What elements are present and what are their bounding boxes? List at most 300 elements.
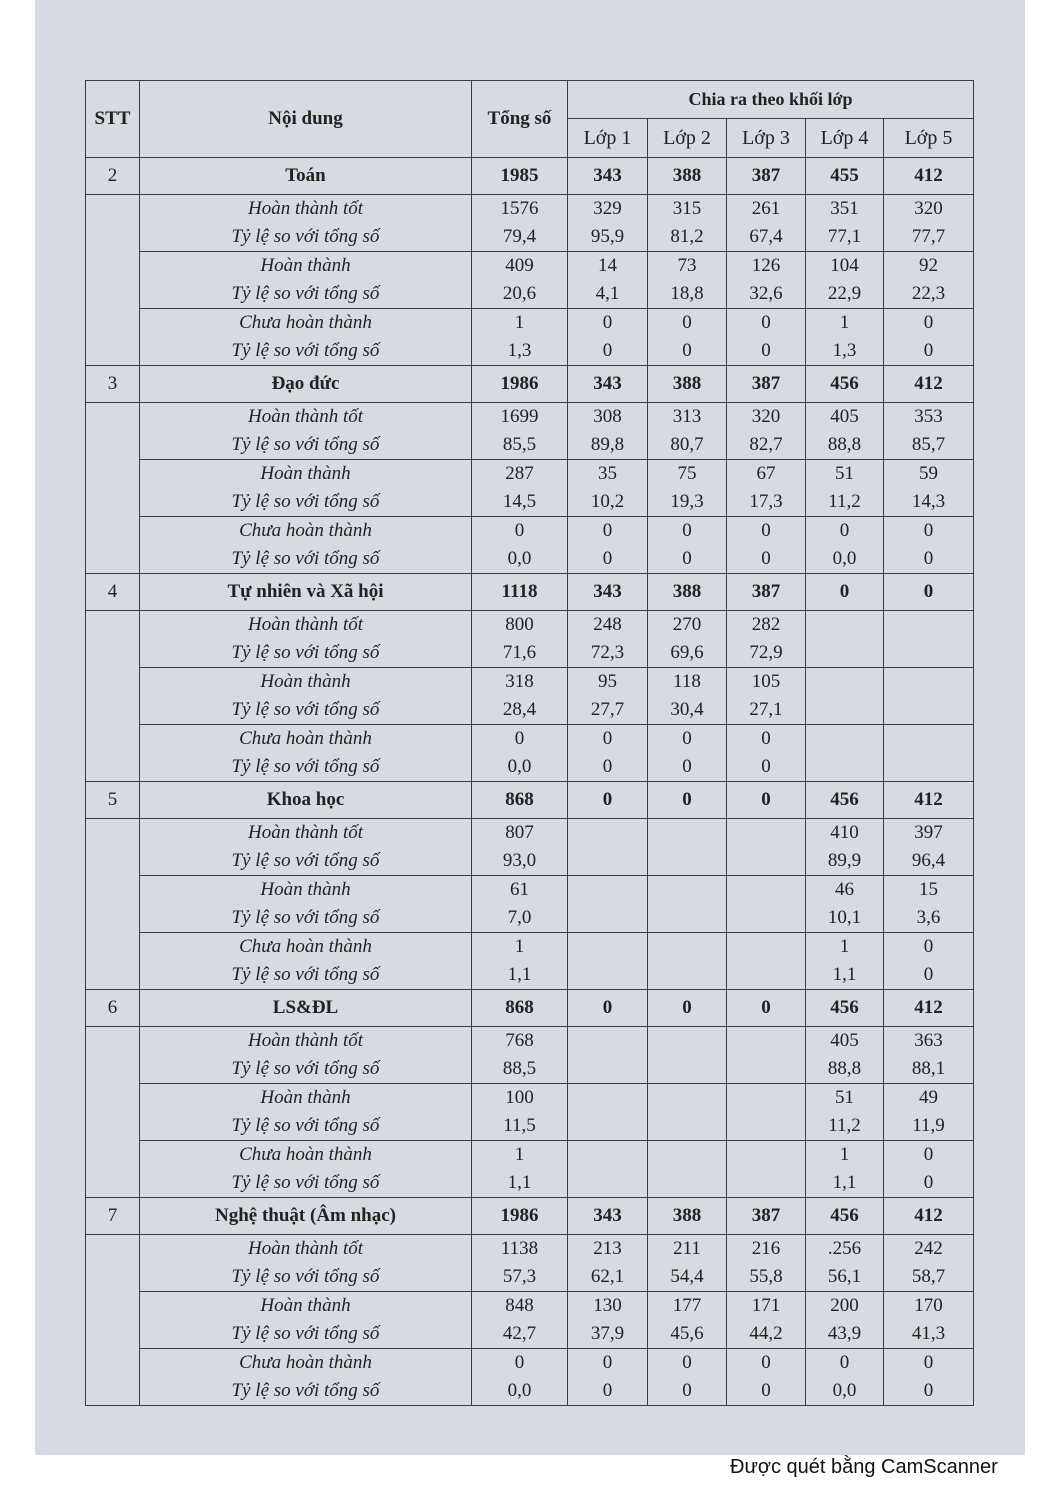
percent-value: 11,9 bbox=[912, 1115, 945, 1136]
percent-value: 37,9 bbox=[590, 1323, 625, 1344]
count-value: 0 bbox=[761, 312, 771, 333]
count-value bbox=[568, 933, 647, 961]
percent-value bbox=[727, 1169, 805, 1197]
percent-value: 82,7 bbox=[749, 434, 783, 455]
value-cell bbox=[648, 1292, 727, 1349]
value-cell bbox=[884, 1141, 974, 1198]
count-value: 0 bbox=[514, 1352, 525, 1373]
value-cell bbox=[568, 1235, 648, 1292]
percent-value bbox=[884, 696, 973, 724]
count-value bbox=[648, 876, 726, 904]
percent-value: 0 bbox=[761, 340, 771, 361]
results-table bbox=[85, 80, 974, 1406]
ratio-label: Tỷ lệ so với tổng số bbox=[231, 548, 380, 569]
subject-name: Tự nhiên và Xã hội bbox=[140, 574, 472, 611]
value-cell bbox=[472, 403, 568, 460]
ratio-label: Tỷ lệ so với tổng số bbox=[231, 756, 380, 777]
count-value: 59 bbox=[919, 463, 938, 484]
percent-value: 85,7 bbox=[911, 434, 946, 455]
percent-value: 0 bbox=[602, 756, 613, 777]
count-value bbox=[727, 1027, 805, 1055]
value-cell bbox=[806, 309, 884, 366]
header-lop-5: Lớp 5 bbox=[884, 119, 974, 158]
header-row bbox=[86, 81, 974, 119]
count-value: 0 bbox=[923, 312, 934, 333]
ratio-label: Tỷ lệ so với tổng số bbox=[231, 1058, 380, 1079]
table-body bbox=[86, 158, 974, 1406]
count-value: 0 bbox=[682, 312, 692, 333]
percent-value bbox=[884, 639, 973, 667]
value-cell bbox=[648, 876, 727, 933]
count-value: 351 bbox=[830, 198, 859, 219]
result-row-htt bbox=[86, 403, 974, 460]
percent-value: 72,3 bbox=[590, 642, 625, 663]
percent-value: 0 bbox=[682, 1380, 692, 1401]
value-cell bbox=[472, 1349, 568, 1406]
value-cell bbox=[472, 933, 568, 990]
percent-value: 0 bbox=[682, 756, 692, 777]
stt-blank-cell bbox=[86, 819, 140, 990]
count-value: 1 bbox=[514, 1144, 525, 1165]
subject-grade-total: 412 bbox=[884, 782, 974, 819]
count-value: 318 bbox=[505, 671, 534, 692]
percent-value: 0,0 bbox=[832, 548, 857, 569]
count-value: 397 bbox=[914, 822, 943, 843]
percent-value: 0 bbox=[761, 756, 771, 777]
value-cell bbox=[568, 195, 648, 252]
count-value: 848 bbox=[505, 1295, 534, 1316]
subject-grade-total: 412 bbox=[884, 158, 974, 195]
result-row-htt bbox=[86, 1027, 974, 1084]
count-value: 242 bbox=[914, 1238, 943, 1259]
value-cell bbox=[884, 1027, 974, 1084]
count-value bbox=[568, 876, 647, 904]
ratio-label: Tỷ lệ so với tổng số bbox=[231, 642, 380, 663]
percent-value: 77,1 bbox=[827, 226, 862, 247]
subject-grade-total: 387 bbox=[727, 1198, 806, 1235]
count-value: 0 bbox=[839, 1352, 850, 1373]
count-value: 51 bbox=[835, 1087, 854, 1108]
count-value: 0 bbox=[839, 520, 850, 541]
value-cell bbox=[648, 1235, 727, 1292]
value-cell bbox=[568, 460, 648, 517]
count-value bbox=[568, 1141, 647, 1169]
value-cell bbox=[727, 933, 806, 990]
count-value bbox=[727, 819, 805, 847]
subject-total: 1985 bbox=[472, 158, 568, 195]
percent-value: 20,6 bbox=[502, 283, 537, 304]
value-cell bbox=[648, 460, 727, 517]
subject-grade-total: 343 bbox=[568, 366, 648, 403]
result-row-ht bbox=[86, 876, 974, 933]
count-value: 200 bbox=[830, 1295, 859, 1316]
value-cell bbox=[806, 876, 884, 933]
subject-grade-total: 0 bbox=[806, 574, 884, 611]
header-lop-1: Lớp 1 bbox=[568, 119, 648, 158]
subject-row bbox=[86, 782, 974, 819]
value-cell bbox=[568, 819, 648, 876]
stt-blank-cell bbox=[86, 611, 140, 782]
value-cell bbox=[884, 309, 974, 366]
subject-grade-total: 0 bbox=[884, 574, 974, 611]
value-cell bbox=[727, 309, 806, 366]
header-lop-4: Lớp 4 bbox=[806, 119, 884, 158]
value-cell bbox=[648, 195, 727, 252]
subject-total: 1118 bbox=[472, 574, 568, 611]
value-cell bbox=[568, 725, 648, 782]
result-label-cell bbox=[140, 611, 472, 668]
percent-value: 55,8 bbox=[749, 1266, 783, 1287]
count-value: 0 bbox=[682, 1352, 692, 1373]
percent-value bbox=[648, 1112, 726, 1140]
percent-value: 27,7 bbox=[590, 699, 625, 720]
percent-value bbox=[884, 753, 973, 781]
count-value bbox=[727, 1084, 805, 1112]
count-value: 0 bbox=[602, 1352, 613, 1373]
count-value: 405 bbox=[830, 406, 859, 427]
percent-value bbox=[727, 904, 805, 932]
percent-value: 0 bbox=[923, 1380, 934, 1401]
result-label-cell bbox=[140, 517, 472, 574]
percent-value: 1,1 bbox=[507, 964, 532, 985]
count-value: .256 bbox=[827, 1238, 862, 1259]
stt-blank-cell bbox=[86, 1235, 140, 1406]
subject-name: Nghệ thuật (Âm nhạc) bbox=[140, 1198, 472, 1235]
value-cell bbox=[727, 1235, 806, 1292]
stt-blank-cell bbox=[86, 1027, 140, 1198]
count-value: 1 bbox=[514, 936, 525, 957]
count-value: 126 bbox=[751, 255, 781, 276]
percent-value: 0 bbox=[923, 340, 934, 361]
subject-total: 868 bbox=[472, 990, 568, 1027]
result-label-cell bbox=[140, 195, 472, 252]
result-label: Hoàn thành bbox=[260, 1295, 351, 1316]
value-cell bbox=[727, 668, 806, 725]
count-value: 287 bbox=[505, 463, 534, 484]
result-row-htt bbox=[86, 819, 974, 876]
percent-value: 71,6 bbox=[502, 642, 537, 663]
value-cell bbox=[806, 252, 884, 309]
subject-row bbox=[86, 366, 974, 403]
result-row-ht bbox=[86, 1292, 974, 1349]
percent-value: 0 bbox=[761, 548, 771, 569]
subject-grade-total: 343 bbox=[568, 1198, 648, 1235]
value-cell bbox=[806, 1349, 884, 1406]
header-chia-ra: Chia ra theo khối lớp bbox=[568, 81, 974, 119]
subject-grade-total: 412 bbox=[884, 366, 974, 403]
result-row-ht bbox=[86, 668, 974, 725]
value-cell bbox=[568, 517, 648, 574]
subject-grade-total: 0 bbox=[727, 782, 806, 819]
subject-row bbox=[86, 158, 974, 195]
count-value bbox=[806, 611, 883, 639]
count-value: 0 bbox=[682, 520, 692, 541]
stt-blank-cell bbox=[86, 403, 140, 574]
count-value: 315 bbox=[672, 198, 702, 219]
stt-cell: 5 bbox=[86, 782, 140, 819]
value-cell bbox=[727, 725, 806, 782]
value-cell bbox=[727, 517, 806, 574]
value-cell bbox=[884, 460, 974, 517]
subject-grade-total: 456 bbox=[806, 366, 884, 403]
count-value: 0 bbox=[514, 520, 525, 541]
percent-value bbox=[648, 904, 726, 932]
result-label-cell bbox=[140, 876, 472, 933]
count-value bbox=[884, 725, 973, 753]
count-value: 1 bbox=[839, 1144, 850, 1165]
count-value bbox=[648, 819, 726, 847]
count-value: 105 bbox=[751, 671, 781, 692]
subject-grade-total: 388 bbox=[648, 158, 727, 195]
percent-value: 89,9 bbox=[827, 850, 862, 871]
value-cell bbox=[648, 1141, 727, 1198]
count-value: 0 bbox=[682, 728, 692, 749]
value-cell bbox=[568, 933, 648, 990]
percent-value: 0 bbox=[761, 1380, 771, 1401]
percent-value bbox=[648, 961, 726, 989]
subject-grade-total: 456 bbox=[806, 1198, 884, 1235]
percent-value: 77,7 bbox=[911, 226, 946, 247]
value-cell bbox=[472, 668, 568, 725]
value-cell bbox=[472, 460, 568, 517]
result-label: Hoàn thành bbox=[260, 1087, 351, 1108]
percent-value: 14,3 bbox=[911, 491, 946, 512]
subject-grade-total: 0 bbox=[648, 782, 727, 819]
percent-value bbox=[727, 847, 805, 875]
subject-total: 1986 bbox=[472, 1198, 568, 1235]
result-row-cht bbox=[86, 725, 974, 782]
value-cell bbox=[472, 1141, 568, 1198]
percent-value: 10,2 bbox=[590, 491, 625, 512]
value-cell bbox=[806, 460, 884, 517]
percent-value: 85,5 bbox=[502, 434, 537, 455]
percent-value: 0,0 bbox=[507, 1380, 532, 1401]
count-value: 1 bbox=[514, 312, 525, 333]
count-value bbox=[648, 1027, 726, 1055]
subject-name: Đạo đức bbox=[140, 366, 472, 403]
count-value: 211 bbox=[673, 1238, 701, 1259]
percent-value: 88,1 bbox=[911, 1058, 946, 1079]
value-cell bbox=[648, 1349, 727, 1406]
count-value: 363 bbox=[914, 1030, 943, 1051]
percent-value: 0 bbox=[602, 548, 613, 569]
percent-value: 80,7 bbox=[670, 434, 704, 455]
percent-value: 0 bbox=[682, 340, 692, 361]
value-cell bbox=[568, 1349, 648, 1406]
percent-value: 88,5 bbox=[502, 1058, 537, 1079]
count-value: 0 bbox=[602, 728, 613, 749]
header-tong-so: Tổng số bbox=[472, 81, 568, 158]
result-row-ht bbox=[86, 252, 974, 309]
subject-row bbox=[86, 1198, 974, 1235]
camscanner-footer: Được quét bằng CamScanner bbox=[730, 1456, 998, 1478]
subject-grade-total: 0 bbox=[568, 782, 648, 819]
percent-value: 81,2 bbox=[670, 226, 704, 247]
subject-grade-total: 388 bbox=[648, 574, 727, 611]
value-cell bbox=[568, 668, 648, 725]
result-label-cell bbox=[140, 819, 472, 876]
count-value: 0 bbox=[602, 312, 613, 333]
value-cell bbox=[648, 725, 727, 782]
ratio-label: Tỷ lệ so với tổng số bbox=[231, 1115, 380, 1136]
percent-value: 30,4 bbox=[670, 699, 704, 720]
ratio-label: Tỷ lệ so với tổng số bbox=[231, 850, 380, 871]
value-cell bbox=[806, 517, 884, 574]
percent-value: 1,1 bbox=[832, 1172, 857, 1193]
subject-grade-total: 388 bbox=[648, 366, 727, 403]
value-cell bbox=[472, 1292, 568, 1349]
count-value: 768 bbox=[505, 1030, 534, 1051]
percent-value bbox=[648, 1055, 726, 1083]
count-value: 0 bbox=[923, 520, 934, 541]
result-row-htt bbox=[86, 195, 974, 252]
value-cell bbox=[568, 1292, 648, 1349]
result-label: Hoàn thành tốt bbox=[247, 406, 364, 427]
count-value: 800 bbox=[505, 614, 534, 635]
percent-value bbox=[727, 1055, 805, 1083]
value-cell bbox=[884, 725, 974, 782]
result-label-cell bbox=[140, 933, 472, 990]
value-cell bbox=[568, 1084, 648, 1141]
percent-value: 42,7 bbox=[502, 1323, 537, 1344]
value-cell bbox=[806, 1027, 884, 1084]
count-value: 313 bbox=[672, 406, 702, 427]
subject-grade-total: 0 bbox=[727, 990, 806, 1027]
value-cell bbox=[884, 876, 974, 933]
percent-value: 1,3 bbox=[832, 340, 857, 361]
count-value: 14 bbox=[598, 255, 617, 276]
value-cell bbox=[472, 876, 568, 933]
percent-value bbox=[568, 904, 647, 932]
ratio-label: Tỷ lệ so với tổng số bbox=[231, 907, 380, 928]
result-label-cell bbox=[140, 1349, 472, 1406]
percent-value: 11,2 bbox=[828, 491, 861, 512]
value-cell bbox=[884, 517, 974, 574]
value-cell bbox=[648, 933, 727, 990]
percent-value bbox=[727, 961, 805, 989]
subject-name: LS&ĐL bbox=[140, 990, 472, 1027]
value-cell bbox=[806, 611, 884, 668]
result-label-cell bbox=[140, 1235, 472, 1292]
value-cell bbox=[884, 403, 974, 460]
count-value: 213 bbox=[593, 1238, 622, 1259]
count-value: 171 bbox=[751, 1295, 781, 1316]
header-lop-2: Lớp 2 bbox=[648, 119, 727, 158]
count-value: 270 bbox=[672, 614, 702, 635]
percent-value: 0 bbox=[923, 1172, 934, 1193]
result-label: Hoàn thành tốt bbox=[247, 1238, 364, 1259]
value-cell bbox=[884, 252, 974, 309]
ratio-label: Tỷ lệ so với tổng số bbox=[231, 491, 380, 512]
percent-value bbox=[806, 753, 883, 781]
percent-value: 72,9 bbox=[749, 642, 783, 663]
count-value: 0 bbox=[761, 1352, 771, 1373]
subject-grade-total: 412 bbox=[884, 990, 974, 1027]
result-label: Chưa hoàn thành bbox=[239, 728, 372, 749]
stt-cell: 3 bbox=[86, 366, 140, 403]
percent-value: 0,0 bbox=[507, 548, 532, 569]
value-cell bbox=[648, 1084, 727, 1141]
subject-grade-total: 387 bbox=[727, 366, 806, 403]
result-label: Chưa hoàn thành bbox=[239, 520, 372, 541]
percent-value: 89,8 bbox=[590, 434, 625, 455]
count-value: 1699 bbox=[500, 406, 539, 427]
result-row-htt bbox=[86, 611, 974, 668]
ratio-label: Tỷ lệ so với tổng số bbox=[231, 1380, 380, 1401]
count-value: 1138 bbox=[500, 1238, 539, 1259]
value-cell bbox=[727, 403, 806, 460]
count-value: 49 bbox=[919, 1087, 938, 1108]
count-value: 216 bbox=[751, 1238, 781, 1259]
value-cell bbox=[806, 1235, 884, 1292]
value-cell bbox=[568, 309, 648, 366]
result-row-cht bbox=[86, 517, 974, 574]
subject-total: 1986 bbox=[472, 366, 568, 403]
count-value: 329 bbox=[593, 198, 622, 219]
percent-value bbox=[568, 961, 647, 989]
value-cell bbox=[472, 309, 568, 366]
count-value: 320 bbox=[751, 406, 781, 427]
percent-value: 14,5 bbox=[502, 491, 537, 512]
percent-value: 88,8 bbox=[827, 434, 862, 455]
percent-value: 10,1 bbox=[827, 907, 862, 928]
stt-cell: 6 bbox=[86, 990, 140, 1027]
percent-value: 22,9 bbox=[827, 283, 862, 304]
result-label: Chưa hoàn thành bbox=[239, 312, 372, 333]
value-cell bbox=[727, 611, 806, 668]
value-cell bbox=[806, 403, 884, 460]
result-row-cht bbox=[86, 1349, 974, 1406]
count-value: 1 bbox=[839, 312, 850, 333]
percent-value: 67,4 bbox=[749, 226, 783, 247]
result-label-cell bbox=[140, 309, 472, 366]
percent-value: 57,3 bbox=[502, 1266, 537, 1287]
count-value bbox=[648, 1141, 726, 1169]
result-label-cell bbox=[140, 725, 472, 782]
count-value bbox=[884, 668, 973, 696]
result-label: Hoàn thành bbox=[260, 463, 351, 484]
value-cell bbox=[806, 1141, 884, 1198]
result-row-cht bbox=[86, 933, 974, 990]
count-value: 0 bbox=[761, 728, 771, 749]
value-cell bbox=[472, 725, 568, 782]
percent-value bbox=[568, 1112, 647, 1140]
value-cell bbox=[806, 933, 884, 990]
value-cell bbox=[472, 611, 568, 668]
result-label: Hoàn thành bbox=[260, 255, 351, 276]
ratio-label: Tỷ lệ so với tổng số bbox=[231, 226, 380, 247]
value-cell bbox=[727, 1027, 806, 1084]
value-cell bbox=[472, 1084, 568, 1141]
value-cell bbox=[806, 195, 884, 252]
subject-row bbox=[86, 574, 974, 611]
result-label: Chưa hoàn thành bbox=[239, 936, 372, 957]
result-label: Chưa hoàn thành bbox=[239, 1352, 372, 1373]
value-cell bbox=[884, 611, 974, 668]
percent-value bbox=[648, 1169, 726, 1197]
result-label: Hoàn thành tốt bbox=[247, 822, 364, 843]
subject-grade-total: 387 bbox=[727, 574, 806, 611]
percent-value: 27,1 bbox=[749, 699, 783, 720]
percent-value: 17,3 bbox=[749, 491, 783, 512]
count-value: 410 bbox=[830, 822, 859, 843]
count-value: 92 bbox=[919, 255, 938, 276]
value-cell bbox=[472, 195, 568, 252]
percent-value: 58,7 bbox=[911, 1266, 946, 1287]
value-cell bbox=[884, 933, 974, 990]
count-value: 118 bbox=[673, 671, 701, 692]
count-value: 95 bbox=[598, 671, 617, 692]
